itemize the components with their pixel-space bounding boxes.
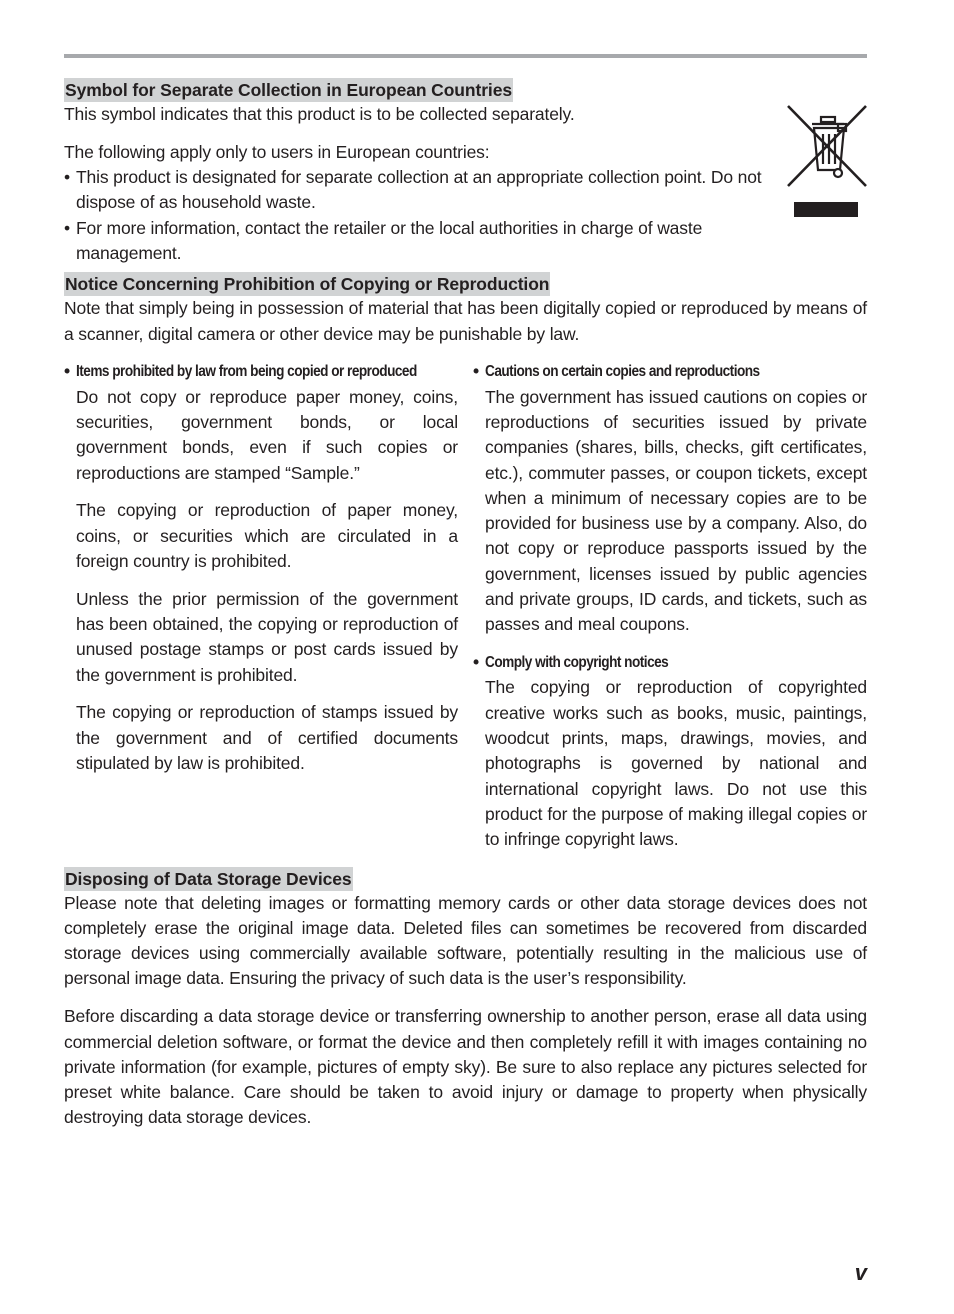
recycling-section xyxy=(64,78,867,266)
recycling-bullet: • For more information, contact the retailer or the local authorities in charge of waste management. xyxy=(64,216,776,267)
recycling-apply-intro: The following apply only to users in European countries: xyxy=(64,141,490,162)
prohibited-paragraph: Do not copy or reproduce paper money, coins, securities, government bonds, or local government bonds, even if such copies or reproductions are stamped “Sample.” xyxy=(76,386,458,483)
prohibited-title: Items prohibited by law from being copied or reproduced xyxy=(76,363,417,381)
recycling-bullet: • This product is designated for separate collection at an appropriate collection point. Do not dispose of as household waste. xyxy=(64,165,776,216)
copying-columns xyxy=(64,359,867,852)
cautions-item xyxy=(473,359,867,637)
left-column xyxy=(64,359,458,852)
top-divider xyxy=(64,54,867,58)
copying-intro: Note that simply being in possession of material that has been digitally copied or reproduced by means of a scanner, digital camera or other device may be punishable by law. xyxy=(64,298,867,344)
prohibited-paragraph: The copying or reproduction of stamps issued by the government and of certified documents stipulated by law is prohibited. xyxy=(76,702,458,774)
bullet-mark: • xyxy=(64,361,71,382)
copyright-text: The copying or reproduction of copyrighted creative works such as books, music, paintings, woodcut prints, maps, drawings, movies, and photographs is governed by national and international copyright laws. Do not use this product for the purpose of making illegal copies or to infringe copyright laws. xyxy=(485,677,867,850)
disposing-section xyxy=(64,867,867,1131)
cautions-text: The government has issued cautions on copies or reproductions of securities issued by private companies (shares, bills, checks, gift certificates, etc.), commuter passes, or coupon tickets, except when a minimum of necessary copies are to be provided for business use by a company. Also, do not copy or reproduce passports issued by the government, licenses issued by public agencies and private groups, ID cards, and tickets, such as passes and meal coupons. xyxy=(485,386,867,635)
copyright-item xyxy=(473,650,867,852)
recycling-heading: Symbol for Separate Collection in European Countries xyxy=(65,80,512,100)
disposing-heading: Disposing of Data Storage Devices xyxy=(65,868,352,889)
copying-section xyxy=(64,272,867,852)
bullet-mark: • xyxy=(473,361,480,382)
manual-page xyxy=(64,0,867,1314)
recycling-bullet-list xyxy=(64,165,776,266)
disposing-paragraph: Before discarding a data storage device or transferring ownership to another person, erase all data using commercial deletion software, or format the device and then completely refill it with images containing no private information (for example, pictures of empty sky). Be sure to also replace any pictures selected for preset white balance. Care should be taken to avoid injury or damage to property when physically destroying data storage devices. xyxy=(64,1006,867,1128)
right-column xyxy=(473,359,867,852)
page-content xyxy=(64,78,867,1131)
page-number: v xyxy=(854,1260,867,1285)
recycling-intro: This symbol indicates that this product is to be collected separately. xyxy=(64,104,575,124)
bullet-mark: • xyxy=(473,652,480,673)
crossed-out-wheeled-bin-icon xyxy=(786,104,868,218)
prohibited-paragraph: Unless the prior permission of the government has been obtained, the copying or reproduction of unused postage stamps or post cards issued by the government is prohibited. xyxy=(76,588,458,685)
prohibited-paragraph: The copying or reproduction of paper money, coins, or securities which are circulated in a foreign country is prohibited. xyxy=(76,500,458,571)
prohibited-item xyxy=(64,359,458,776)
cautions-title: Cautions on certain copies and reproductions xyxy=(485,363,760,381)
copying-heading: Notice Concerning Prohibition of Copying or Reproduction xyxy=(65,274,550,295)
disposing-paragraph: Please note that deleting images or formatting memory cards or other data storage devices does not completely erase the original image data. Deleted files can sometimes be recovered from discarded storage devices using commercially available software, potentially resulting in the malicious use of personal image data. Ensuring the privacy of such data is the user’s responsibility. xyxy=(64,892,867,989)
copyright-title: Comply with copyright notices xyxy=(485,654,669,672)
